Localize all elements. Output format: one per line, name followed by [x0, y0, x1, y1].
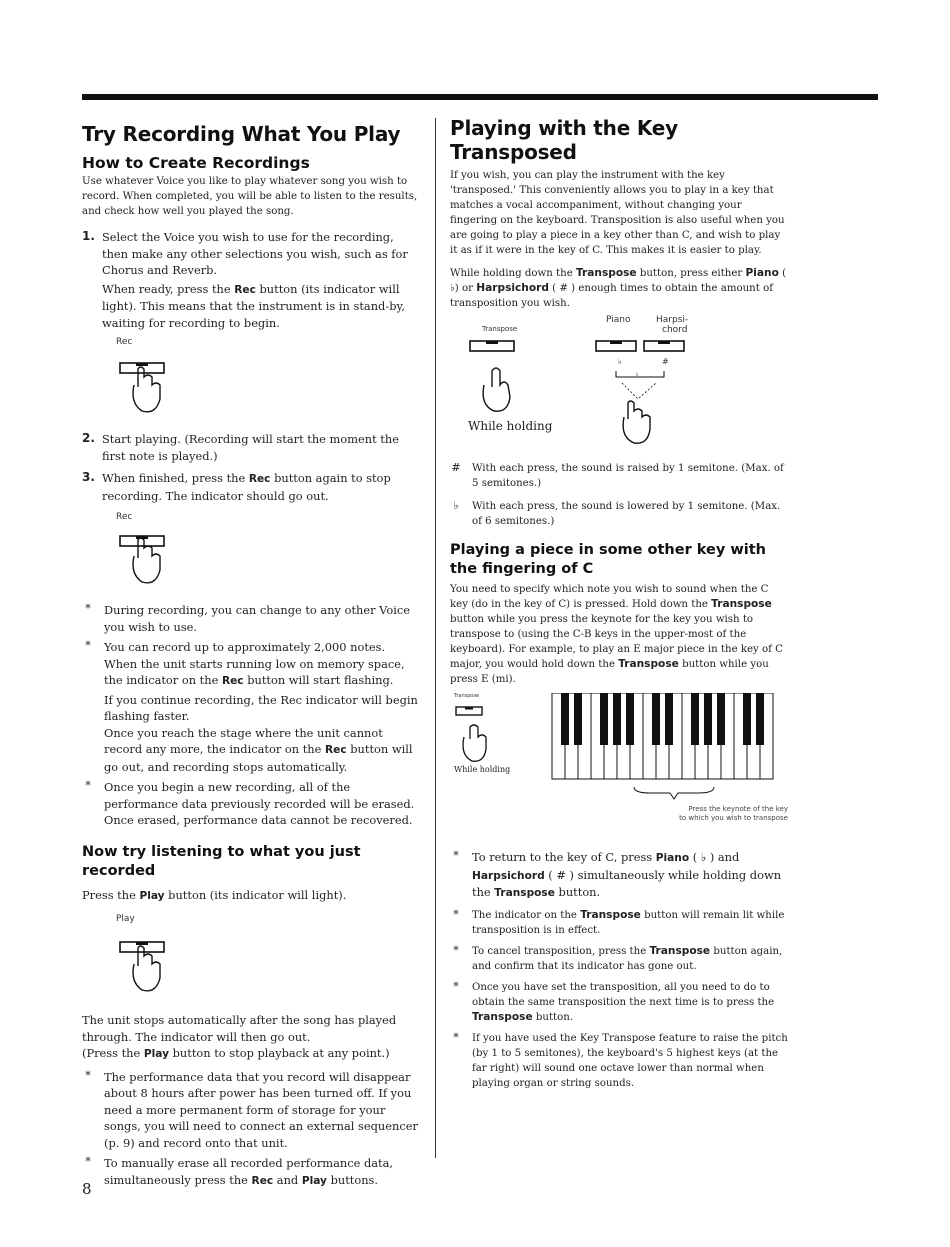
flat-note — [450, 499, 788, 529]
note-2 — [82, 639, 422, 775]
bullet-marker: * — [453, 943, 459, 957]
black-key — [626, 693, 634, 745]
after-text-b: (Press the Play button to stop playback at any point.) — [82, 1046, 390, 1060]
bullet-marker: * — [85, 639, 91, 652]
t-note-4 — [450, 980, 788, 1025]
bullet-marker: * — [85, 1155, 91, 1168]
black-key — [756, 693, 764, 745]
flat-marker: ♭ — [453, 499, 459, 512]
heading-create-recordings: How to Create Recordings — [82, 154, 310, 172]
piano-keys — [552, 693, 773, 779]
bullet-marker: * — [453, 907, 459, 921]
right-column — [450, 116, 788, 1091]
t-note-5 — [450, 1031, 788, 1091]
t-note-2-text: The indicator on the Transpose button will remain lit while transposition is in effect. — [472, 908, 785, 936]
note-5-text: To manually erase all recorded performance data, simultaneously press the Rec and Play buttons. — [104, 1156, 394, 1187]
while-holding-small: While holding — [454, 765, 511, 774]
black-key — [743, 693, 751, 745]
black-key — [613, 693, 621, 745]
step-number: 1. — [82, 229, 95, 243]
flat-marker: ♭ — [618, 357, 622, 366]
note-3-text: Once you begin a new recording, all of the performance data previously recorded will be erased. Once erased, performance data cannot be recovered. — [104, 780, 415, 827]
bullet-marker: * — [85, 1068, 91, 1082]
note-2-text-b: When the unit starts running low on memory space, the indicator on the Rec button will start flashing. — [104, 656, 405, 687]
sharp-note — [450, 461, 788, 491]
sharp-marker: # — [662, 357, 669, 366]
keyboard-illustration — [450, 693, 788, 813]
note-4-text: The performance data that you record will disappear about 8 hours after power has been turned off. If you need a more permanent form of storage for your songs, you will need to connect an external sequencer (p. 9) and record onto that unit. — [104, 1069, 418, 1150]
t-note-1 — [450, 849, 788, 902]
heading-listen: Now try listening to what you just recorded — [82, 843, 361, 879]
press-button-icon — [116, 934, 196, 1000]
black-key — [665, 693, 673, 745]
note-5 — [82, 1155, 422, 1189]
press-button-icon — [116, 355, 196, 425]
t-note-1-text: To return to the key of C, press Piano ( ♭ ) and Harpsichord ( # ) simultaneously while holding down the Transpose button. — [472, 850, 782, 899]
note-2-text-c: If you continue recording, the Rec indicator will begin flashing faster. — [104, 692, 418, 723]
column-divider — [435, 118, 436, 1158]
note-4 — [82, 1069, 422, 1152]
section-title-transpose: Playing with the Key Transposed — [450, 116, 678, 164]
listen-text: Press the Play button (its indicator will light). — [82, 887, 347, 902]
bullet-marker: * — [453, 1030, 459, 1044]
note-1-text: During recording, you can change to any other Voice you wish to use. — [104, 603, 410, 634]
note-3 — [82, 779, 422, 829]
bullet-marker: * — [453, 979, 459, 993]
t-note-3 — [450, 944, 788, 974]
black-key — [600, 693, 608, 745]
black-key — [574, 693, 582, 745]
transpose-label: Transpose — [482, 325, 518, 333]
play-diagram — [116, 914, 422, 1006]
black-key — [652, 693, 660, 745]
transpose-diagram — [450, 315, 788, 455]
transpose-buttons-illustration — [450, 315, 788, 455]
rec-diagram-1 — [116, 337, 422, 427]
keynote-caption — [679, 805, 788, 823]
bullet-marker: * — [85, 779, 91, 792]
sharp-note-text: With each press, the sound is raised by 1 semitone. (Max. of 5 semitones.) — [472, 463, 784, 489]
note-1 — [82, 602, 422, 635]
keynote-caption-line-1: Press the keynote of the key — [688, 805, 788, 813]
step-1-text-a: Select the Voice you wish to use for the recording, then make any other selections you wish, such as for Chorus and Reverb. — [102, 230, 408, 277]
while-holding-label: While holding — [468, 419, 553, 433]
transpose-intro: If you wish, you can play the instrument with the key 'transposed.' This conveniently allows you to play in a key that matches a vocal accompaniment, without changing your fingering on the keyboard. Transposition is also useful when you are going to play a piece in a key other than C, and wish to play it as if it were in the key of C. This makes it is easier to play. — [450, 170, 785, 256]
keyboard-diagram — [450, 693, 788, 843]
t-note-4-text: Once you have set the transposition, all you need to do to obtain the same transposition the next time is to press the Transpose button. — [472, 981, 775, 1023]
t-note-5-text: If you have used the Key Transpose feature to raise the pitch (by 1 to 5 semitones), the keyboard's 5 highest keys (at the far right) will sound one octave lower than normal when playing organ or string sounds. — [472, 1032, 788, 1089]
harpsichord-label-2: chord — [662, 325, 688, 335]
natural-marker: ♮ — [636, 371, 639, 379]
step-3 — [82, 470, 422, 504]
step-1 — [82, 229, 422, 331]
piano-label: Piano — [606, 315, 631, 325]
left-column — [82, 116, 422, 1189]
step-3-text: When finished, press the Rec button again to stop recording. The indicator should go out. — [102, 471, 391, 503]
press-button-icon — [116, 528, 196, 590]
bullet-marker: * — [85, 602, 91, 615]
after-text-a: The unit stops automatically after the song has played through. The indicator will then go out. — [82, 1013, 397, 1044]
step-2 — [82, 431, 422, 464]
header-rule — [82, 94, 878, 100]
bullet-marker: * — [453, 849, 459, 862]
keynote-caption-line-2: to which you wish to transpose — [679, 814, 788, 822]
step-number: 2. — [82, 431, 95, 445]
intro-text: Use whatever Voice you like to play whatever song you wish to record. When completed, you will be able to listen to the results, and check how well you played the song. — [82, 176, 418, 217]
section-title-recording: Try Recording What You Play — [82, 122, 401, 146]
note-2-text-a: You can record up to approximately 2,000 notes. — [104, 640, 386, 654]
black-key — [691, 693, 699, 745]
note-2-text-d: Once you reach the stage where the unit cannot record any more, the indicator on the Rec button will go out, and recording stops automatically. — [104, 725, 413, 774]
transpose-label-small: Transpose — [454, 693, 480, 699]
t-note-3-text: To cancel transposition, press the Transpose button again, and confirm that its indicator has gone out. — [472, 944, 783, 972]
step-2-text: Start playing. (Recording will start the moment the first note is played.) — [102, 432, 399, 463]
rec-label: Rec — [116, 337, 133, 347]
black-key — [561, 693, 569, 745]
step-1-text-b: When ready, press the Rec button (its indicator will light). This means that the instrument is in stand-by, waiting for recording to begin. — [102, 281, 406, 330]
harpsichord-label-1: Harpsi- — [656, 315, 689, 325]
other-key-text: You need to specify which note you wish to sound when the C key (do in the key of C) is pressed. Hold down the Transpose button while you press the keynote for the key you wish to transpose to (using the C-B keys in the upper-most of the keyboard). For example, to play an E major piece in the key of C major, you would hold down the Transpose button while you press E (mi). — [450, 584, 783, 685]
step-number: 3. — [82, 470, 95, 484]
sharp-marker: # — [451, 461, 461, 474]
t-note-2 — [450, 908, 788, 938]
transpose-instruction: While holding down the Transpose button, press either Piano ( ♭) or Harpsichord ( # ) enough times to obtain the amount of transposition you wish. — [450, 267, 787, 309]
flat-note-text: With each press, the sound is lowered by 1 semitone. (Max. of 6 semitones.) — [472, 501, 781, 527]
play-label: Play — [116, 914, 135, 924]
black-key — [704, 693, 712, 745]
heading-other-key: Playing a piece in some other key with the fingering of C — [450, 542, 766, 577]
page-number: 8 — [82, 1180, 92, 1198]
black-key — [717, 693, 725, 745]
rec-diagram-2 — [116, 512, 422, 592]
rec-label: Rec — [116, 512, 133, 522]
